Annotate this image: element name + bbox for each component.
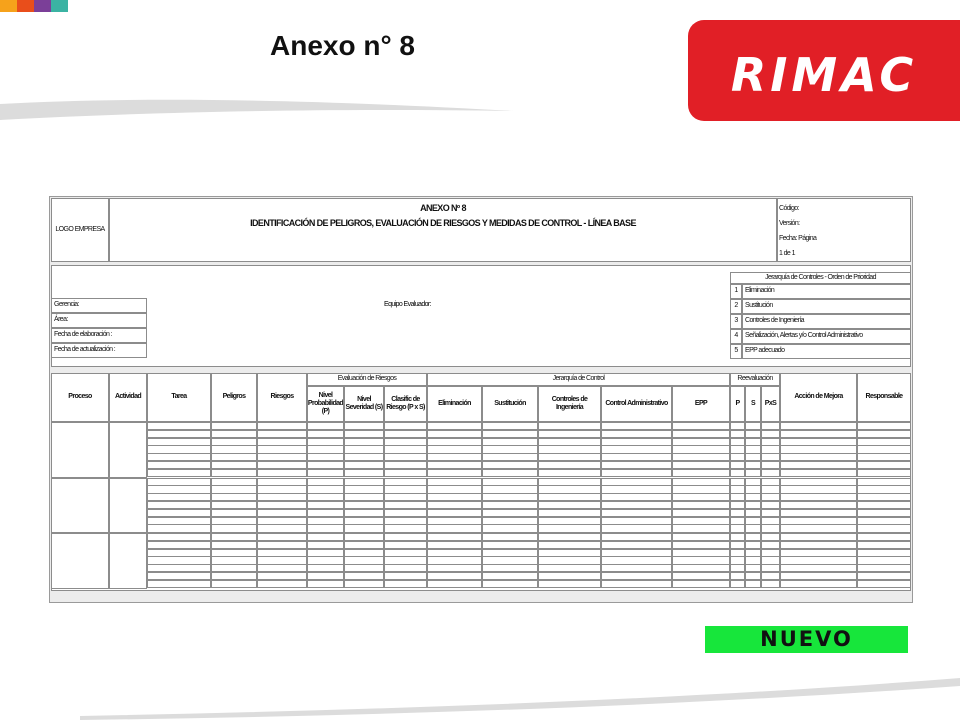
group-header-jerarquia: Jerarquía de Control: [427, 373, 730, 386]
table-cell: [672, 524, 730, 532]
table-cell: [730, 469, 745, 477]
table-cell: [344, 469, 384, 477]
actividad-cell: [109, 422, 147, 478]
table-cell: [427, 524, 482, 532]
table-cell: [257, 469, 307, 477]
table-cell: [730, 580, 745, 588]
actividad-cell: [109, 533, 147, 589]
table-cell: [761, 580, 780, 588]
accion-cell: [780, 580, 857, 588]
table-cell: [538, 580, 601, 588]
jerarquia-number: 5: [730, 344, 742, 359]
group-header-reevaluacion: Reevaluación: [730, 373, 780, 386]
accion-cell: [780, 469, 857, 477]
table-cell: [384, 469, 427, 477]
jerarquia-item: Eliminación: [742, 284, 911, 299]
table-cell: [745, 580, 761, 588]
group-header-evaluacion: Evaluación de Riesgos: [307, 373, 427, 386]
version-label: Versión:: [779, 220, 800, 227]
table-cell: [211, 580, 257, 588]
accion-cell: [780, 524, 857, 532]
col-probabilidad: Nivel Probabilidad (P): [307, 386, 344, 422]
col-severidad: Nivel Severidad (S): [344, 386, 384, 422]
table-cell: [601, 580, 672, 588]
nuevo-badge: NUEVO: [705, 626, 908, 653]
table-cell: [482, 524, 538, 532]
table-cell: [672, 580, 730, 588]
actividad-cell: [109, 478, 147, 534]
table-cell: [482, 580, 538, 588]
col-clasificacion: Clasific de Riesgo (P x S): [384, 386, 427, 422]
anexo-label: ANEXO Nº 8: [420, 203, 466, 213]
jerarquia-number: 1: [730, 284, 742, 299]
jerarquia-title: Jerarquía de Controles - Orden de Prioridad: [730, 272, 911, 284]
jerarquia-item: Sustitución: [742, 299, 911, 314]
codigo-label: Código:: [779, 205, 799, 212]
area-field: Área:: [51, 313, 147, 328]
table-cell: [344, 524, 384, 532]
col-responsable: Responsable: [857, 373, 911, 422]
doc-info-cell: [777, 198, 911, 262]
responsable-cell: [857, 469, 911, 477]
footer-swoosh: [0, 660, 960, 720]
col-sustitucion: Sustitución: [482, 386, 538, 422]
col-actividad: Actividad: [109, 373, 147, 422]
annex-form: [49, 196, 913, 603]
fecha-actualizacion-field: Fecha de actualización :: [51, 343, 147, 358]
table-cell: [307, 469, 344, 477]
table-cell: [745, 524, 761, 532]
col-accion-mejora: Acción de Mejora: [780, 373, 857, 422]
col-s: S: [745, 386, 761, 422]
table-cell: [384, 524, 427, 532]
col-pxs: PxS: [761, 386, 780, 422]
form-heading: IDENTIFICACIÓN DE PELIGROS, EVALUACIÓN DE RIESGOS Y MEDIDAS DE CONTROL - LÍNEA BASE: [250, 218, 636, 229]
col-tarea: Tarea: [147, 373, 211, 422]
table-cell: [211, 524, 257, 532]
form-heading-cell: [109, 198, 777, 262]
col-riesgos: Riesgos: [257, 373, 307, 422]
table-cell: [672, 469, 730, 477]
fecha-elaboracion-field: Fecha de elaboración :: [51, 328, 147, 343]
rimac-logo: [688, 20, 960, 121]
table-cell: [147, 580, 211, 588]
col-administrativo: Control Administrativo: [601, 386, 672, 422]
slide-title: Anexo n° 8: [270, 30, 416, 61]
header-swoosh: [0, 0, 520, 125]
responsable-cell: [857, 524, 911, 532]
col-proceso: Proceso: [51, 373, 109, 422]
table-cell: [384, 580, 427, 588]
jerarquia-item: Controles de Ingeniería: [742, 314, 911, 329]
table-cell: [730, 524, 745, 532]
col-eliminacion: Eliminación: [427, 386, 482, 422]
table-cell: [601, 524, 672, 532]
logo-empresa-cell: LOGO EMPRESA: [51, 198, 109, 262]
col-p: P: [730, 386, 745, 422]
jerarquia-number: 4: [730, 329, 742, 344]
table-cell: [211, 469, 257, 477]
table-cell: [427, 469, 482, 477]
jerarquia-item: EPP adecuado: [742, 344, 911, 359]
jerarquia-number: 2: [730, 299, 742, 314]
table-cell: [427, 580, 482, 588]
col-peligros: Peligros: [211, 373, 257, 422]
table-cell: [147, 524, 211, 532]
logo-text: RIMAC: [730, 48, 918, 102]
pagina-label: 1 de 1: [779, 250, 795, 257]
table-cell: [538, 524, 601, 532]
proceso-cell: [51, 478, 109, 534]
equipo-evaluador-label: Equipo Evaluador:: [384, 301, 432, 308]
table-cell: [257, 580, 307, 588]
col-ingenieria: Controles de Ingeniería: [538, 386, 601, 422]
proceso-cell: [51, 533, 109, 589]
table-cell: [307, 524, 344, 532]
proceso-cell: [51, 422, 109, 478]
gerencia-field: Gerencia:: [51, 298, 147, 313]
table-cell: [344, 580, 384, 588]
table-cell: [147, 469, 211, 477]
table-cell: [745, 469, 761, 477]
fecha-label: Fecha: Página: [779, 235, 817, 242]
table-cell: [538, 469, 601, 477]
table-cell: [601, 469, 672, 477]
col-epp: EPP: [672, 386, 730, 422]
table-cell: [307, 580, 344, 588]
jerarquia-number: 3: [730, 314, 742, 329]
responsable-cell: [857, 580, 911, 588]
table-cell: [482, 469, 538, 477]
table-cell: [257, 524, 307, 532]
table-cell: [761, 524, 780, 532]
jerarquia-item: Señalización, Alertas y/o Control Administrativo: [742, 329, 911, 344]
table-cell: [761, 469, 780, 477]
